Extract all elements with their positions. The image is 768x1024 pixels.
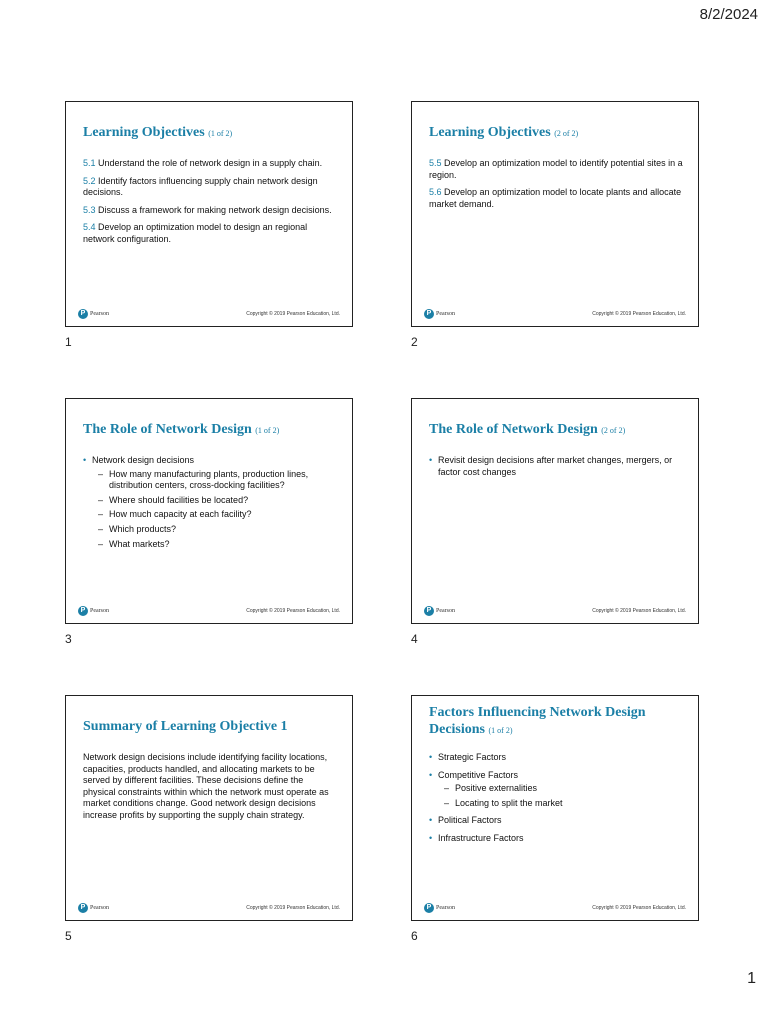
- pearson-logo-text: Pearson: [436, 311, 455, 317]
- bullet-text: Network design decisions: [92, 455, 195, 465]
- subbullet-item: – Which products?: [92, 524, 338, 536]
- subbullet-item: – How much capacity at each facility?: [92, 509, 338, 521]
- slide-subtitle: (1 of 2): [255, 426, 280, 435]
- slide-title: [429, 421, 686, 439]
- bullet-list: [83, 455, 338, 556]
- subbullet-item: – Positive externalities: [438, 783, 684, 795]
- objective-item: [429, 158, 684, 181]
- pearson-logo: [78, 903, 109, 913]
- summary-paragraph: Network design decisions include identifying facility locations, capacities, products handled, and allocating markets to be served by different facilities. These decisions define the physical constraints within which the network must operate as market conditions change. Good network design decisions increase profits by supporting the supply chain strategy.: [83, 752, 329, 820]
- objective-number: 5.4: [83, 222, 96, 233]
- objective-text: Identify factors influencing supply chain network design decisions.: [83, 175, 318, 198]
- page-number: 1: [747, 970, 756, 987]
- pearson-logo-icon: P: [424, 903, 434, 913]
- copyright-text: Copyright © 2019 Pearson Education, Ltd.: [592, 905, 686, 911]
- copyright-text: Copyright © 2019 Pearson Education, Ltd.: [246, 311, 340, 317]
- pearson-logo-text: Pearson: [90, 608, 109, 614]
- slide-number: 5: [65, 929, 72, 943]
- objective-text: Understand the role of network design in a supply chain.: [98, 158, 323, 168]
- objectives-list: [83, 158, 338, 252]
- slide-2: [411, 101, 699, 327]
- slide-title-text: The Role of Network Design: [83, 422, 252, 437]
- slide-3: [65, 398, 353, 624]
- objective-number: 5.2: [83, 175, 96, 186]
- objective-text: Develop an optimization model to design an regional network configuration.: [83, 222, 308, 244]
- slide-footer: [78, 309, 340, 321]
- slide-number: 6: [411, 929, 418, 943]
- slide-4: [411, 398, 699, 624]
- pearson-logo-text: Pearson: [436, 905, 455, 911]
- objectives-list: [429, 158, 684, 216]
- subbullet-item: – Where should facilities be located?: [92, 495, 338, 507]
- slide-subtitle: (1 of 2): [488, 726, 513, 735]
- pearson-logo-icon: P: [424, 606, 434, 616]
- slide-title: [429, 704, 686, 739]
- slide-title: [429, 124, 686, 142]
- objective-item: [83, 222, 338, 245]
- page-date: 8/2/2024: [699, 6, 758, 23]
- pearson-logo-text: Pearson: [90, 311, 109, 317]
- slide-title: [83, 421, 340, 439]
- slide-title-text: The Role of Network Design: [429, 422, 598, 437]
- objective-number: 5.6: [429, 187, 442, 198]
- bullet-list: [429, 455, 684, 484]
- objective-text: Develop an optimization model to identify potential sites in a region.: [429, 158, 683, 180]
- bullet-item: [83, 455, 338, 550]
- slide-title-text: Factors Influencing Network Design Decisions: [429, 705, 646, 737]
- bullet-item: • Political Factors: [429, 815, 684, 827]
- slide-number: 4: [411, 632, 418, 646]
- slide-subtitle: (2 of 2): [601, 426, 626, 435]
- copyright-text: Copyright © 2019 Pearson Education, Ltd.: [592, 608, 686, 614]
- pearson-logo-icon: P: [424, 309, 434, 319]
- objective-number: 5.1: [83, 158, 96, 168]
- slide-footer: [78, 903, 340, 915]
- slide-6: [411, 695, 699, 921]
- pearson-logo: [424, 606, 455, 616]
- slide-5: [65, 695, 353, 921]
- slide-footer: [424, 903, 686, 915]
- slide-footer: [424, 309, 686, 321]
- slide-footer: [78, 606, 340, 618]
- pearson-logo-icon: P: [78, 606, 88, 616]
- objective-item: [429, 187, 684, 210]
- pearson-logo-text: Pearson: [90, 905, 109, 911]
- objective-number: 5.5: [429, 158, 442, 168]
- slide-number: 2: [411, 335, 418, 349]
- objective-text: Discuss a framework for making network design decisions.: [98, 204, 332, 215]
- pearson-logo-icon: P: [78, 309, 88, 319]
- slide-number: 3: [65, 632, 72, 646]
- bullet-list: [429, 752, 684, 851]
- copyright-text: Copyright © 2019 Pearson Education, Ltd.: [246, 608, 340, 614]
- slide-footer: [424, 606, 686, 618]
- objective-item: [83, 176, 338, 199]
- bullet-item: • Strategic Factors: [429, 752, 684, 764]
- subbullet-item: – How many manufacturing plants, production lines, distribution centers, cross-docking facilities?: [92, 469, 338, 492]
- slide-subtitle: (1 of 2): [208, 129, 233, 138]
- pearson-logo-icon: P: [78, 903, 88, 913]
- objective-text: Develop an optimization model to locate plants and allocate market demand.: [429, 187, 682, 209]
- bullet-text: Competitive Factors: [438, 769, 519, 780]
- bullet-item: • Infrastructure Factors: [429, 833, 684, 845]
- pearson-logo: [78, 309, 109, 319]
- pearson-logo-text: Pearson: [436, 608, 455, 614]
- subbullet-item: – Locating to split the market: [438, 798, 684, 810]
- objective-item: [83, 158, 338, 170]
- subbullet-item: – What markets?: [92, 539, 338, 551]
- slide-1: [65, 101, 353, 327]
- pearson-logo: [424, 903, 455, 913]
- bullet-item: [429, 770, 684, 810]
- pearson-logo: [78, 606, 109, 616]
- slide-subtitle: (2 of 2): [554, 129, 579, 138]
- slide-title: Summary of Learning Objective 1: [83, 719, 288, 734]
- slide-number: 1: [65, 335, 72, 349]
- copyright-text: Copyright © 2019 Pearson Education, Ltd.: [246, 905, 340, 911]
- slide-title: [83, 124, 340, 142]
- objective-item: [83, 205, 338, 217]
- bullet-item: • Revisit design decisions after market changes, mergers, or factor cost changes: [429, 455, 684, 478]
- copyright-text: Copyright © 2019 Pearson Education, Ltd.: [592, 311, 686, 317]
- pearson-logo: [424, 309, 455, 319]
- objective-number: 5.3: [83, 204, 96, 215]
- slide-title-text: Learning Objectives: [83, 125, 205, 140]
- slide-title-text: Learning Objectives: [429, 125, 551, 140]
